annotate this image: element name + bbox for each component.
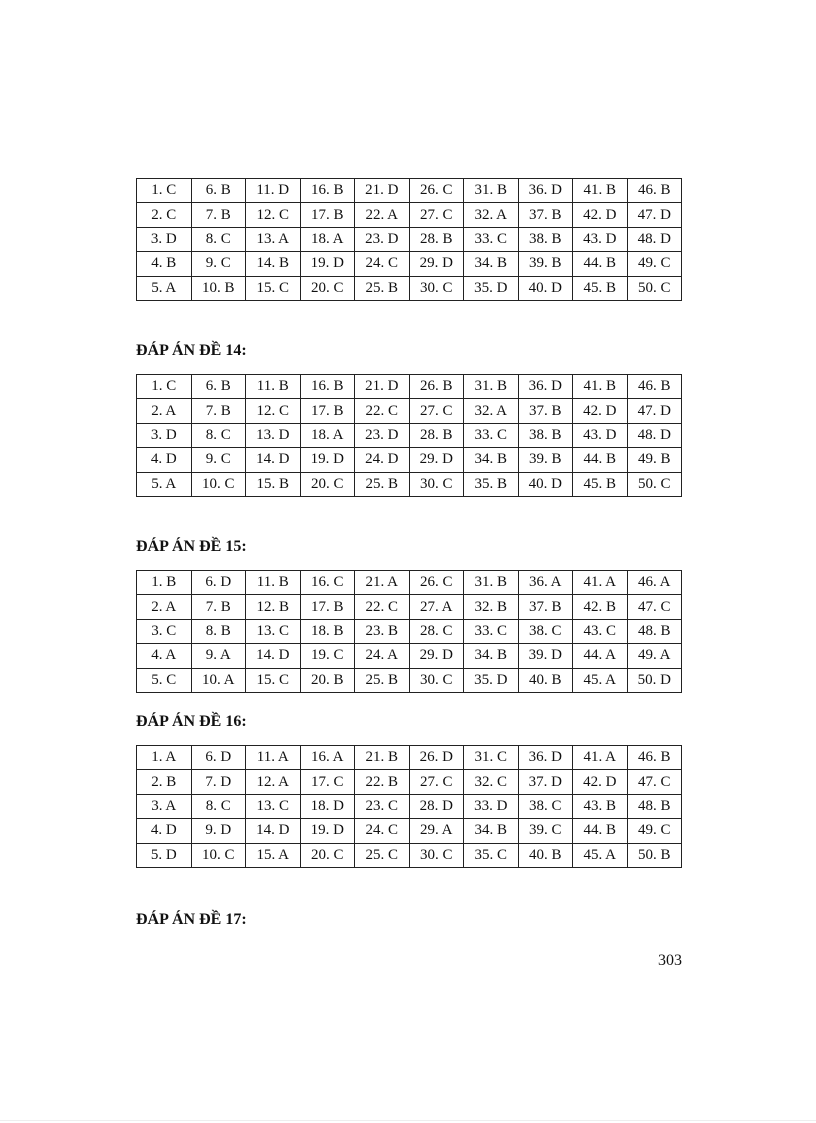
answer-cell: 49. C [627, 252, 682, 276]
answer-cell: 15. C [246, 276, 301, 300]
answer-cell: 49. A [627, 644, 682, 668]
answer-cell: 18. A [300, 227, 355, 251]
table-row [137, 227, 682, 251]
answer-cell: 35. C [464, 843, 519, 867]
table-row [137, 644, 682, 668]
table-row [137, 472, 682, 496]
answer-cell: 9. D [191, 819, 246, 843]
answer-cell: 4. D [137, 819, 192, 843]
answer-cell: 5. A [137, 472, 192, 496]
answer-cell: 50. C [627, 276, 682, 300]
answer-cell: 13. A [246, 227, 301, 251]
table-row [137, 746, 682, 770]
answer-cell: 28. D [409, 794, 464, 818]
answer-cell: 47. C [627, 770, 682, 794]
answer-cell: 2. A [137, 595, 192, 619]
answer-cell: 22. B [355, 770, 410, 794]
answer-cell: 31. C [464, 746, 519, 770]
answer-cell: 34. B [464, 644, 519, 668]
section-heading-14: ĐÁP ÁN ĐỀ 14: [136, 342, 247, 359]
answer-cell: 30. C [409, 668, 464, 692]
answer-cell: 6. D [191, 571, 246, 595]
answer-cell: 17. C [300, 770, 355, 794]
answer-cell: 1. A [137, 746, 192, 770]
page-edge-divider [0, 1120, 816, 1121]
answer-cell: 47. D [627, 203, 682, 227]
answer-cell: 8. C [191, 423, 246, 447]
answer-cell: 4. A [137, 644, 192, 668]
answer-cell: 1. C [137, 179, 192, 203]
answer-cell: 24. D [355, 448, 410, 472]
answer-cell: 19. D [300, 448, 355, 472]
answer-cell: 43. B [573, 794, 628, 818]
answer-cell: 14. D [246, 644, 301, 668]
answer-cell: 25. B [355, 276, 410, 300]
answer-cell: 23. D [355, 423, 410, 447]
answer-cell: 29. A [409, 819, 464, 843]
answer-cell: 44. A [573, 644, 628, 668]
answer-cell: 19. D [300, 252, 355, 276]
answer-cell: 19. C [300, 644, 355, 668]
answer-cell: 7. B [191, 595, 246, 619]
answer-cell: 37. B [518, 399, 573, 423]
answer-cell: 42. D [573, 399, 628, 423]
answer-cell: 8. C [191, 227, 246, 251]
answer-cell: 45. A [573, 843, 628, 867]
answer-cell: 30. C [409, 472, 464, 496]
answer-cell: 5. C [137, 668, 192, 692]
answer-key-table [136, 570, 682, 693]
answer-cell: 10. A [191, 668, 246, 692]
answer-cell: 32. C [464, 770, 519, 794]
page-number: 303 [658, 952, 682, 969]
answer-cell: 47. C [627, 595, 682, 619]
answer-cell: 19. D [300, 819, 355, 843]
answer-cell: 25. B [355, 472, 410, 496]
answer-cell: 2. B [137, 770, 192, 794]
answer-cell: 16. B [300, 375, 355, 399]
answer-cell: 13. C [246, 794, 301, 818]
table-row [137, 794, 682, 818]
answer-cell: 29. D [409, 448, 464, 472]
answer-cell: 33. C [464, 619, 519, 643]
answer-cell: 11. B [246, 571, 301, 595]
answer-cell: 41. B [573, 375, 628, 399]
answer-cell: 48. B [627, 794, 682, 818]
answer-cell: 17. B [300, 399, 355, 423]
answer-cell: 10. C [191, 843, 246, 867]
answer-cell: 42. D [573, 770, 628, 794]
answer-cell: 42. B [573, 595, 628, 619]
answer-cell: 34. B [464, 448, 519, 472]
answer-cell: 12. A [246, 770, 301, 794]
answer-cell: 28. C [409, 619, 464, 643]
answer-cell: 46. A [627, 571, 682, 595]
answer-cell: 48. D [627, 227, 682, 251]
answer-cell: 11. D [246, 179, 301, 203]
table-row [137, 276, 682, 300]
answer-cell: 48. D [627, 423, 682, 447]
answer-cell: 47. D [627, 399, 682, 423]
answer-cell: 41. A [573, 746, 628, 770]
answer-cell: 32. A [464, 203, 519, 227]
answer-cell: 50. B [627, 843, 682, 867]
answer-cell: 26. C [409, 179, 464, 203]
answer-cell: 27. A [409, 595, 464, 619]
answer-cell: 8. B [191, 619, 246, 643]
answer-cell: 30. C [409, 276, 464, 300]
answer-cell: 31. B [464, 179, 519, 203]
answer-cell: 40. B [518, 668, 573, 692]
table-row [137, 399, 682, 423]
answer-cell: 15. B [246, 472, 301, 496]
answer-cell: 50. C [627, 472, 682, 496]
answer-cell: 16. C [300, 571, 355, 595]
answer-cell: 3. A [137, 794, 192, 818]
answer-cell: 26. C [409, 571, 464, 595]
answer-cell: 44. B [573, 819, 628, 843]
answer-cell: 11. B [246, 375, 301, 399]
answer-cell: 37. B [518, 203, 573, 227]
answer-cell: 15. A [246, 843, 301, 867]
answer-cell: 33. D [464, 794, 519, 818]
answer-cell: 35. D [464, 276, 519, 300]
table-row [137, 423, 682, 447]
answer-cell: 27. C [409, 770, 464, 794]
answer-cell: 7. D [191, 770, 246, 794]
answer-cell: 5. D [137, 843, 192, 867]
answer-key-table [136, 178, 682, 301]
answer-cell: 10. C [191, 472, 246, 496]
answer-cell: 14. D [246, 448, 301, 472]
table-row [137, 203, 682, 227]
answer-cell: 27. C [409, 203, 464, 227]
answer-cell: 22. C [355, 399, 410, 423]
answer-cell: 21. D [355, 375, 410, 399]
table-row [137, 595, 682, 619]
answer-cell: 42. D [573, 203, 628, 227]
table-row [137, 668, 682, 692]
table-row [137, 843, 682, 867]
answer-cell: 44. B [573, 448, 628, 472]
answer-cell: 6. D [191, 746, 246, 770]
answer-cell: 40. D [518, 472, 573, 496]
answer-cell: 7. B [191, 399, 246, 423]
answer-cell: 46. B [627, 746, 682, 770]
answer-cell: 49. B [627, 448, 682, 472]
answer-cell: 37. B [518, 595, 573, 619]
table-row [137, 252, 682, 276]
answer-cell: 31. B [464, 571, 519, 595]
answer-cell: 43. D [573, 423, 628, 447]
answer-cell: 4. B [137, 252, 192, 276]
answer-cell: 24. C [355, 252, 410, 276]
answer-cell: 40. B [518, 843, 573, 867]
answer-cell: 9. C [191, 252, 246, 276]
answer-cell: 36. D [518, 179, 573, 203]
answer-cell: 24. A [355, 644, 410, 668]
answer-cell: 9. A [191, 644, 246, 668]
answer-cell: 23. C [355, 794, 410, 818]
table-row [137, 819, 682, 843]
answer-cell: 3. D [137, 423, 192, 447]
answer-cell: 32. A [464, 399, 519, 423]
answer-cell: 21. D [355, 179, 410, 203]
answer-cell: 8. C [191, 794, 246, 818]
answer-cell: 26. D [409, 746, 464, 770]
answer-cell: 25. B [355, 668, 410, 692]
answer-cell: 39. B [518, 448, 573, 472]
answer-cell: 12. B [246, 595, 301, 619]
answer-cell: 21. A [355, 571, 410, 595]
table-row [137, 770, 682, 794]
answer-cell: 23. B [355, 619, 410, 643]
answer-cell: 21. B [355, 746, 410, 770]
answer-cell: 18. A [300, 423, 355, 447]
answer-cell: 22. A [355, 203, 410, 227]
answer-cell: 38. B [518, 423, 573, 447]
answer-cell: 30. C [409, 843, 464, 867]
answer-cell: 41. A [573, 571, 628, 595]
answer-cell: 36. D [518, 746, 573, 770]
answer-cell: 50. D [627, 668, 682, 692]
answer-cell: 14. B [246, 252, 301, 276]
answer-cell: 34. B [464, 252, 519, 276]
answer-cell: 45. B [573, 472, 628, 496]
answer-cell: 43. C [573, 619, 628, 643]
answer-cell: 38. C [518, 794, 573, 818]
answer-cell: 25. C [355, 843, 410, 867]
answer-cell: 28. B [409, 227, 464, 251]
answer-cell: 45. A [573, 668, 628, 692]
table-row [137, 179, 682, 203]
answer-cell: 4. D [137, 448, 192, 472]
answer-cell: 1. C [137, 375, 192, 399]
answer-cell: 48. B [627, 619, 682, 643]
answer-cell: 29. D [409, 644, 464, 668]
answer-cell: 35. B [464, 472, 519, 496]
answer-cell: 12. C [246, 399, 301, 423]
answer-cell: 16. B [300, 179, 355, 203]
answer-cell: 33. C [464, 227, 519, 251]
answer-cell: 46. B [627, 375, 682, 399]
answer-cell: 46. B [627, 179, 682, 203]
answer-cell: 20. C [300, 843, 355, 867]
answer-cell: 11. A [246, 746, 301, 770]
answer-cell: 26. B [409, 375, 464, 399]
answer-cell: 35. D [464, 668, 519, 692]
answer-cell: 18. B [300, 619, 355, 643]
answer-cell: 39. D [518, 644, 573, 668]
section-heading-17: ĐÁP ÁN ĐỀ 17: [136, 911, 247, 928]
answer-cell: 28. B [409, 423, 464, 447]
answer-cell: 6. B [191, 375, 246, 399]
answer-cell: 12. C [246, 203, 301, 227]
answer-cell: 36. A [518, 571, 573, 595]
answer-cell: 20. C [300, 276, 355, 300]
answer-cell: 45. B [573, 276, 628, 300]
table-row [137, 619, 682, 643]
section-heading-15: ĐÁP ÁN ĐỀ 15: [136, 538, 247, 555]
answer-cell: 17. B [300, 203, 355, 227]
answer-cell: 17. B [300, 595, 355, 619]
answer-cell: 10. B [191, 276, 246, 300]
answer-key-table [136, 374, 682, 497]
answer-cell: 39. C [518, 819, 573, 843]
answer-cell: 49. C [627, 819, 682, 843]
answer-cell: 1. B [137, 571, 192, 595]
answer-cell: 20. C [300, 472, 355, 496]
answer-cell: 2. A [137, 399, 192, 423]
answer-cell: 38. B [518, 227, 573, 251]
answer-cell: 44. B [573, 252, 628, 276]
answer-cell: 32. B [464, 595, 519, 619]
answer-cell: 23. D [355, 227, 410, 251]
answer-cell: 13. D [246, 423, 301, 447]
table-row [137, 571, 682, 595]
answer-cell: 20. B [300, 668, 355, 692]
answer-cell: 6. B [191, 179, 246, 203]
answer-cell: 41. B [573, 179, 628, 203]
answer-cell: 40. D [518, 276, 573, 300]
answer-cell: 22. C [355, 595, 410, 619]
answer-cell: 36. D [518, 375, 573, 399]
answer-cell: 3. D [137, 227, 192, 251]
table-row [137, 448, 682, 472]
answer-cell: 7. B [191, 203, 246, 227]
answer-cell: 16. A [300, 746, 355, 770]
answer-cell: 24. C [355, 819, 410, 843]
answer-cell: 38. C [518, 619, 573, 643]
answer-cell: 43. D [573, 227, 628, 251]
answer-cell: 31. B [464, 375, 519, 399]
answer-cell: 3. C [137, 619, 192, 643]
answer-cell: 14. D [246, 819, 301, 843]
answer-cell: 34. B [464, 819, 519, 843]
answer-cell: 2. C [137, 203, 192, 227]
answer-cell: 33. C [464, 423, 519, 447]
answer-cell: 15. C [246, 668, 301, 692]
answer-cell: 13. C [246, 619, 301, 643]
answer-cell: 5. A [137, 276, 192, 300]
answer-cell: 27. C [409, 399, 464, 423]
answer-cell: 29. D [409, 252, 464, 276]
section-heading-16: ĐÁP ÁN ĐỀ 16: [136, 713, 247, 730]
table-row [137, 375, 682, 399]
answer-cell: 39. B [518, 252, 573, 276]
answer-cell: 18. D [300, 794, 355, 818]
answer-cell: 9. C [191, 448, 246, 472]
answer-cell: 37. D [518, 770, 573, 794]
answer-key-table [136, 745, 682, 868]
